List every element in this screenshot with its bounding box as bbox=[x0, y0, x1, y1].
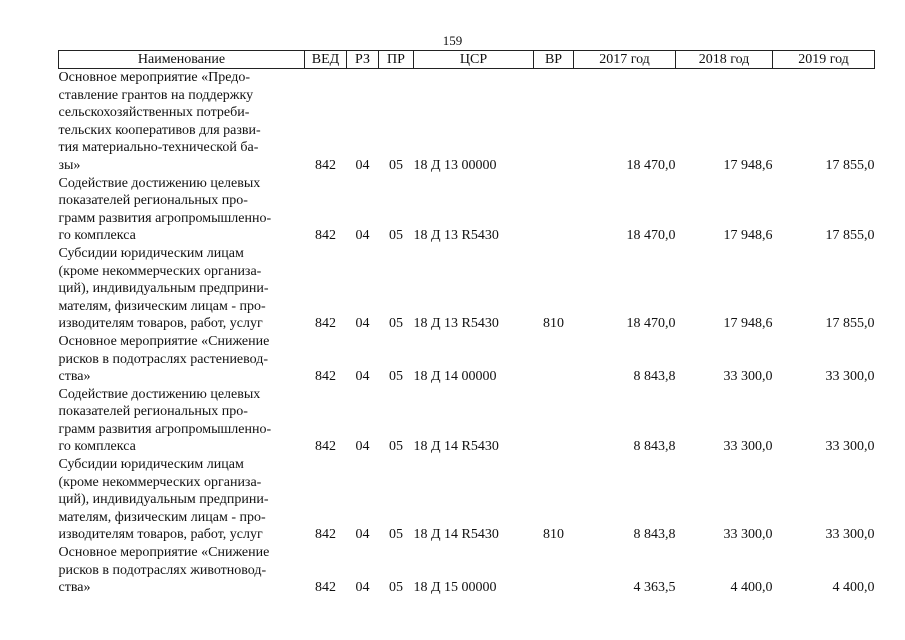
name-line: зы» bbox=[58, 157, 81, 173]
cell-2017: 8 843,8 bbox=[633, 439, 676, 455]
cell-rz: 04 bbox=[355, 157, 370, 173]
page-number: 159 bbox=[442, 33, 463, 48]
name-line: рисков в подотраслях растениевод- bbox=[58, 351, 269, 367]
name-line: изводителям товаров, работ, услуг bbox=[58, 316, 263, 332]
table-row bbox=[59, 333, 875, 386]
name-line: мателям, физическим лицам - про- bbox=[58, 298, 266, 314]
cell-csr: 18 Д 15 00000 bbox=[413, 580, 497, 596]
cell-2017: 18 470,0 bbox=[626, 228, 676, 244]
cell-2017: 18 470,0 bbox=[626, 316, 676, 332]
cell-name bbox=[59, 69, 305, 175]
cell-vr: 810 bbox=[543, 527, 564, 543]
cell-2017: 4 363,5 bbox=[633, 580, 676, 596]
name-line: (кроме некоммерческих организа- bbox=[58, 474, 262, 490]
cell-csr: 18 Д 14 00000 bbox=[413, 369, 497, 385]
cell-vr bbox=[534, 544, 574, 597]
cell-name bbox=[59, 333, 305, 386]
header-name: Наименование bbox=[59, 51, 305, 69]
cell-rz: 04 bbox=[355, 228, 370, 244]
cell-2017: 8 843,8 bbox=[633, 369, 676, 385]
name-line: показателей региональных про- bbox=[58, 404, 248, 420]
cell-ved: 842 bbox=[315, 157, 336, 173]
name-line: ства» bbox=[58, 580, 91, 596]
cell-2019: 4 400,0 bbox=[832, 580, 875, 596]
cell-2019: 33 300,0 bbox=[825, 527, 875, 543]
cell-rz: 04 bbox=[355, 527, 370, 543]
name-line: показателей региональных про- bbox=[58, 193, 248, 209]
cell-ved: 842 bbox=[315, 316, 336, 332]
header-csr: ЦСР bbox=[414, 51, 534, 69]
table-row bbox=[59, 175, 875, 245]
cell-ved: 842 bbox=[315, 580, 336, 596]
cell-vr bbox=[534, 333, 574, 386]
cell-ved: 842 bbox=[315, 228, 336, 244]
table-body bbox=[59, 69, 875, 597]
cell-pr: 05 bbox=[389, 316, 403, 332]
cell-pr: 05 bbox=[389, 527, 403, 543]
name-line: тельских кооперативов для разви- bbox=[58, 122, 261, 138]
cell-2018: 4 400,0 bbox=[730, 580, 773, 596]
name-line: Основное мероприятие «Снижение bbox=[58, 545, 270, 561]
cell-2019: 33 300,0 bbox=[825, 369, 875, 385]
cell-csr: 18 Д 13 R5430 bbox=[413, 316, 499, 332]
cell-csr: 18 Д 13 00000 bbox=[413, 157, 497, 173]
cell-csr: 18 Д 13 R5430 bbox=[413, 228, 499, 244]
cell-ved: 842 bbox=[315, 527, 336, 543]
name-line: го комплекса bbox=[58, 439, 136, 455]
cell-2018: 17 948,6 bbox=[723, 157, 773, 173]
name-line: рисков в подотраслях животновод- bbox=[58, 562, 267, 578]
cell-2019: 17 855,0 bbox=[825, 157, 875, 173]
cell-csr: 18 Д 14 R5430 bbox=[413, 439, 499, 455]
cell-vr bbox=[534, 175, 574, 245]
cell-rz: 04 bbox=[355, 439, 370, 455]
name-line: го комплекса bbox=[58, 228, 136, 244]
header-pr: ПР bbox=[379, 51, 414, 69]
cell-2017: 18 470,0 bbox=[626, 157, 676, 173]
cell-vr: 810 bbox=[543, 316, 564, 332]
name-line: ставление грантов на поддержку bbox=[58, 87, 254, 103]
name-line: Содействие достижению целевых bbox=[58, 175, 261, 191]
cell-ved: 842 bbox=[315, 439, 336, 455]
table-row bbox=[59, 69, 875, 175]
header-vr: ВР bbox=[534, 51, 574, 69]
cell-pr: 05 bbox=[389, 580, 403, 596]
name-line: Содействие достижению целевых bbox=[58, 386, 261, 402]
cell-2018: 33 300,0 bbox=[723, 439, 773, 455]
cell-name bbox=[59, 544, 305, 597]
header-2019: 2019 год bbox=[773, 51, 875, 69]
header-ved: ВЕД bbox=[305, 51, 347, 69]
budget-table bbox=[58, 50, 875, 597]
table-row bbox=[59, 544, 875, 597]
table-header-row bbox=[59, 51, 875, 69]
name-line: грамм развития агропромышленно- bbox=[58, 210, 272, 226]
table-row bbox=[59, 386, 875, 456]
cell-2017: 8 843,8 bbox=[633, 527, 676, 543]
name-line: Основное мероприятие «Предо- bbox=[58, 70, 251, 85]
header-2018: 2018 год bbox=[676, 51, 773, 69]
cell-pr: 05 bbox=[389, 369, 403, 385]
cell-2018: 17 948,6 bbox=[723, 228, 773, 244]
cell-rz: 04 bbox=[355, 369, 370, 385]
cell-2019: 17 855,0 bbox=[825, 228, 875, 244]
name-line: изводителям товаров, работ, услуг bbox=[58, 527, 263, 543]
header-rz: РЗ bbox=[347, 51, 379, 69]
cell-2019: 33 300,0 bbox=[825, 439, 875, 455]
cell-name bbox=[59, 245, 305, 333]
cell-rz: 04 bbox=[355, 580, 370, 596]
name-line: (кроме некоммерческих организа- bbox=[58, 263, 262, 279]
table-row bbox=[59, 245, 875, 333]
name-line: ций), индивидуальным предприни- bbox=[58, 281, 269, 297]
cell-vr bbox=[534, 386, 574, 456]
cell-2019: 17 855,0 bbox=[825, 316, 875, 332]
cell-2018: 33 300,0 bbox=[723, 369, 773, 385]
name-line: Субсидии юридическим лицам bbox=[58, 457, 244, 473]
cell-2018: 17 948,6 bbox=[723, 316, 773, 332]
cell-pr: 05 bbox=[389, 439, 403, 455]
cell-2018: 33 300,0 bbox=[723, 527, 773, 543]
name-line: грамм развития агропромышленно- bbox=[58, 421, 272, 437]
cell-rz: 04 bbox=[355, 316, 370, 332]
name-line: Основное мероприятие «Снижение bbox=[58, 333, 270, 349]
name-line: сельскохозяйственных потреби- bbox=[58, 105, 250, 121]
cell-csr: 18 Д 14 R5430 bbox=[413, 527, 499, 543]
name-line: мателям, физическим лицам - про- bbox=[58, 509, 266, 525]
cell-name bbox=[59, 386, 305, 456]
table-row bbox=[59, 456, 875, 544]
cell-name bbox=[59, 456, 305, 544]
name-line: Субсидии юридическим лицам bbox=[58, 245, 244, 261]
name-line: тия материально-технической ба- bbox=[58, 140, 259, 156]
name-line: ций), индивидуальным предприни- bbox=[58, 492, 269, 508]
name-line: ства» bbox=[58, 369, 91, 385]
cell-ved: 842 bbox=[315, 369, 336, 385]
cell-name bbox=[59, 175, 305, 245]
cell-vr bbox=[534, 69, 574, 175]
cell-pr: 05 bbox=[389, 228, 403, 244]
cell-pr: 05 bbox=[389, 157, 403, 173]
header-2017: 2017 год bbox=[574, 51, 676, 69]
